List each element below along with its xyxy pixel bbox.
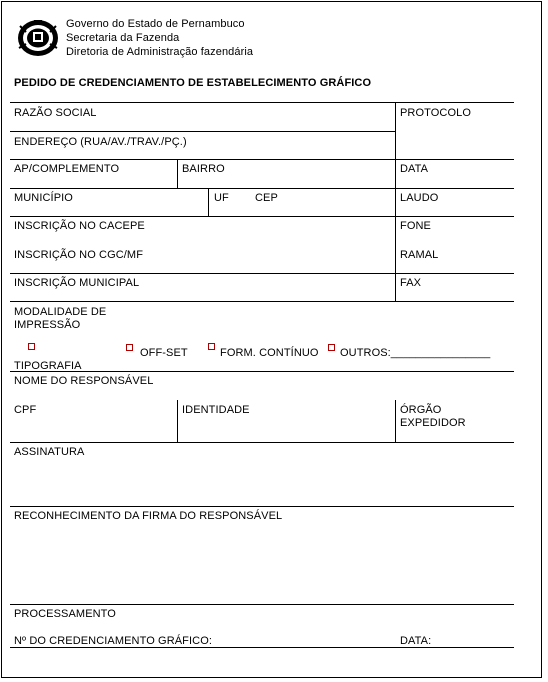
label-cep: CEP xyxy=(255,192,278,204)
header-line-2: Secretaria da Fazenda xyxy=(66,32,180,44)
label-inscricao-municipal: INSCRIÇÃO MUNICIPAL xyxy=(14,277,140,289)
rule-bottom xyxy=(10,647,514,648)
rule-row-10 xyxy=(10,506,514,507)
rule-razao-endereco xyxy=(10,131,395,132)
label-nome-responsavel: NOME DO RESPONSÁVEL xyxy=(14,375,154,387)
checkbox-form-continuo[interactable] xyxy=(208,343,215,350)
rule-right-column xyxy=(395,102,396,302)
rule-top xyxy=(10,102,514,103)
rule-cpf-identidade xyxy=(177,400,178,442)
option-form-continuo-label: FORM. CONTÍNUO xyxy=(220,347,319,359)
label-orgao-line1: ÓRGÃO xyxy=(400,404,442,416)
checkbox-outros[interactable] xyxy=(328,344,335,351)
label-identidade: IDENTIDADE xyxy=(182,404,250,416)
label-bairro: BAIRRO xyxy=(182,163,225,175)
label-inscricao-cgc: INSCRIÇÃO NO CGC/MF xyxy=(14,249,144,261)
rule-row-9 xyxy=(10,442,514,443)
option-offset-label: OFF-SET xyxy=(140,347,188,359)
option-outros-label: OUTROS:________________ xyxy=(340,347,491,359)
rule-row-8 xyxy=(10,371,514,372)
label-municipio: MUNICÍPIO xyxy=(14,192,73,204)
rule-row-5 xyxy=(10,216,514,217)
rule-ap-bairro xyxy=(177,159,178,188)
label-ap-complemento: AP/COMPLEMENTO xyxy=(14,163,120,175)
label-modalidade-line2: IMPRESSÃO xyxy=(14,319,81,331)
form-title: PEDIDO DE CREDENCIAMENTO DE ESTABELECIMENTO GRÁFICO xyxy=(14,77,372,89)
state-seal-icon xyxy=(16,18,60,58)
rule-row-4 xyxy=(10,188,514,189)
label-laudo: LAUDO xyxy=(400,192,439,204)
label-protocolo: PROTOCOLO xyxy=(400,107,471,119)
rule-identidade-orgao xyxy=(395,400,396,442)
checkbox-tipografia[interactable] xyxy=(28,343,35,350)
option-tipografia-label: TIPOGRAFIA xyxy=(14,360,82,372)
label-assinatura: ASSINATURA xyxy=(14,446,85,458)
label-fone: FONE xyxy=(400,220,431,232)
label-data-final: DATA: xyxy=(400,635,432,647)
label-endereco: ENDEREÇO (RUA/AV./TRAV./PÇ.) xyxy=(14,136,187,148)
header-line-3: Diretoria de Administração fazendária xyxy=(66,46,254,58)
label-razao-social: RAZÃO SOCIAL xyxy=(14,107,97,119)
label-processamento: PROCESSAMENTO xyxy=(14,608,116,620)
label-reconhecimento: RECONHECIMENTO DA FIRMA DO RESPONSÁVEL xyxy=(14,510,283,522)
label-data: DATA xyxy=(400,163,429,175)
label-numero-credenciamento: Nº DO CREDENCIAMENTO GRÁFICO: xyxy=(14,635,213,647)
rule-municipio-uf xyxy=(208,188,209,216)
label-cpf: CPF xyxy=(14,404,37,416)
rule-row-6 xyxy=(10,273,514,274)
label-modalidade-line1: MODALIDADE DE xyxy=(14,306,107,318)
label-inscricao-cacepe: INSCRIÇÃO NO CACEPE xyxy=(14,220,145,232)
label-ramal: RAMAL xyxy=(400,249,439,261)
rule-row-7 xyxy=(10,301,514,302)
rule-row-3 xyxy=(10,159,514,160)
rule-row-11 xyxy=(10,604,514,605)
label-uf: UF xyxy=(214,192,229,204)
header-line-1: Governo do Estado de Pernambuco xyxy=(66,18,245,30)
checkbox-offset[interactable] xyxy=(126,344,133,351)
label-orgao-line2: EXPEDIDOR xyxy=(400,417,466,429)
label-fax: FAX xyxy=(400,277,422,289)
